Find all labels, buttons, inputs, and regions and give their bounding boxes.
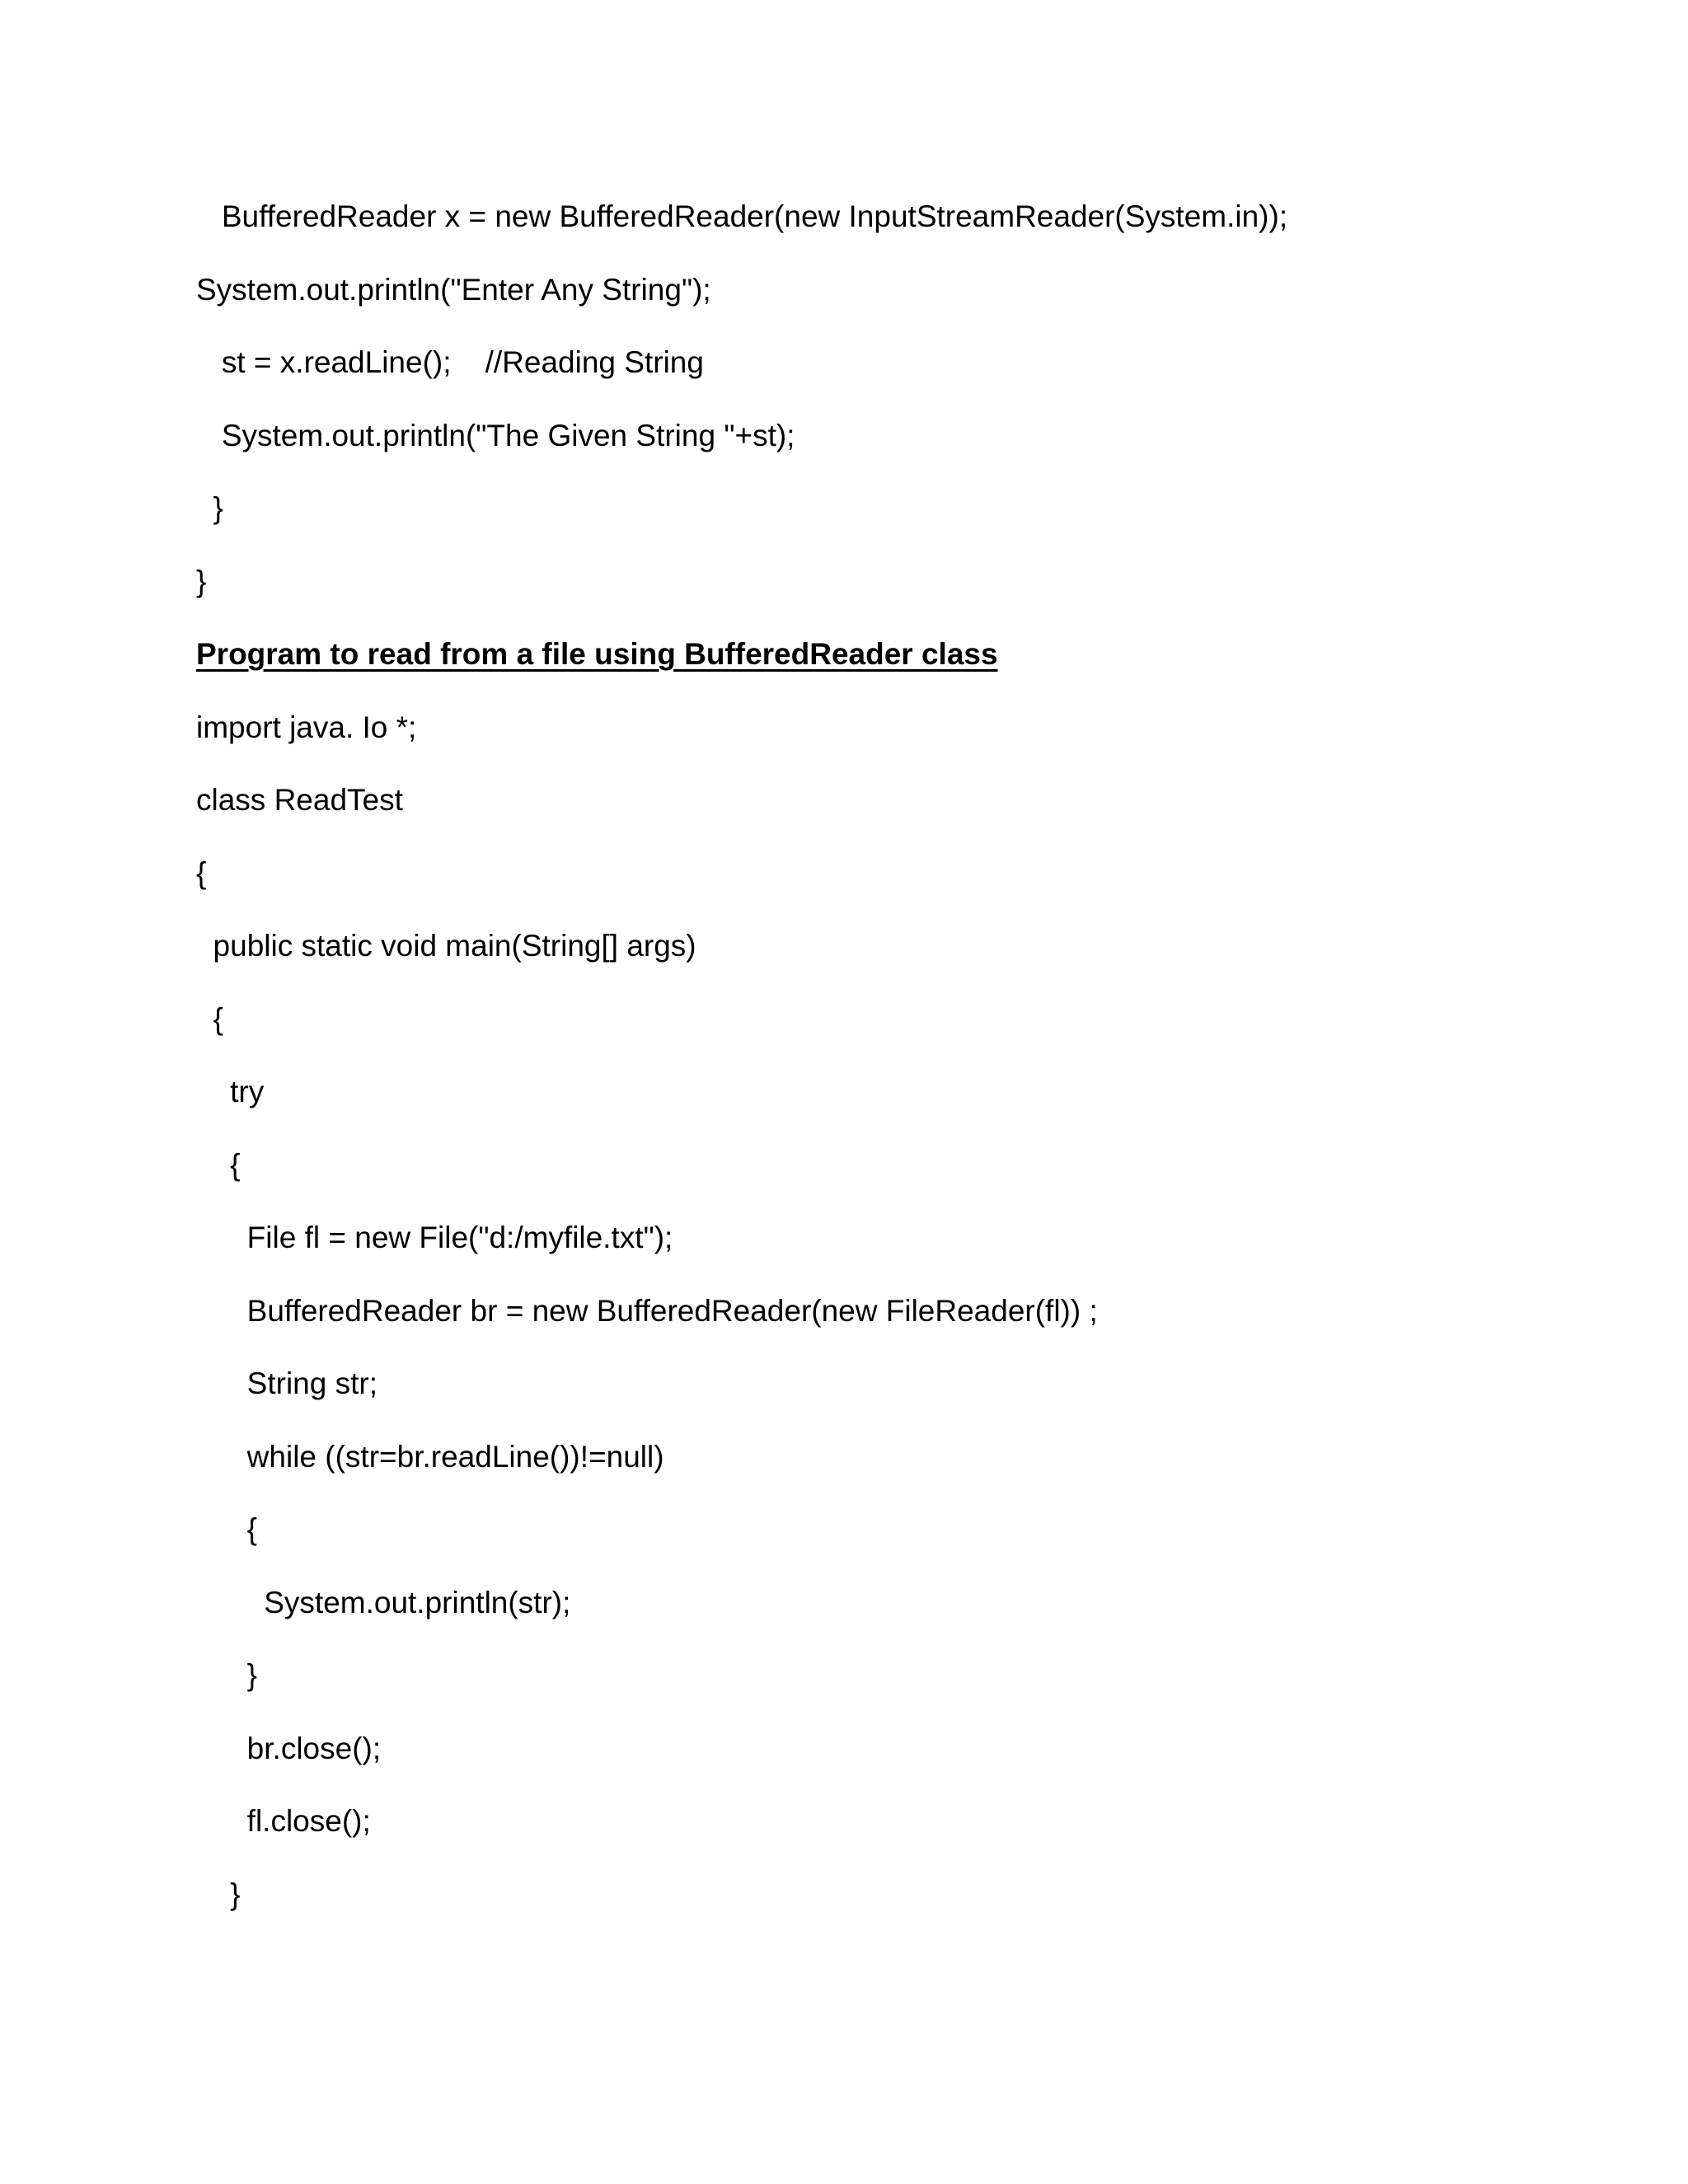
- code-line: {: [196, 1148, 241, 1182]
- code-line: import java. Io *;: [196, 710, 417, 744]
- code-line: String str;: [196, 1366, 377, 1400]
- code-line: System.out.println("The Given String "+st);: [196, 419, 795, 452]
- code-line: }: [196, 491, 223, 525]
- code-line: {: [196, 1002, 223, 1036]
- code-line: br.close();: [196, 1732, 382, 1765]
- code-line: }: [196, 1658, 258, 1692]
- code-line: BufferedReader x = new BufferedReader(new InputStreamReader(System.in));: [196, 199, 1288, 233]
- code-line: fl.close();: [196, 1804, 371, 1838]
- code-line: {: [196, 856, 207, 890]
- code-line: }: [196, 565, 207, 598]
- code-line: while ((str=br.readLine())!=null): [196, 1440, 664, 1474]
- code-line: System.out.println(str);: [196, 1586, 571, 1619]
- code-line: st = x.readLine(); //Reading String: [196, 345, 704, 379]
- section-heading: Program to read from a file using BufferedReader class: [196, 637, 998, 671]
- code-line: class ReadTest: [196, 783, 403, 817]
- code-line: File fl = new File("d:/myfile.txt");: [196, 1221, 673, 1254]
- code-line: public static void main(String[] args): [196, 929, 696, 963]
- code-line: BufferedReader br = new BufferedReader(new FileReader(fl)) ;: [196, 1294, 1098, 1328]
- code-line: try: [196, 1075, 265, 1108]
- code-line: {: [196, 1512, 258, 1546]
- code-line: }: [196, 1877, 241, 1911]
- code-line: System.out.println("Enter Any String");: [196, 273, 711, 307]
